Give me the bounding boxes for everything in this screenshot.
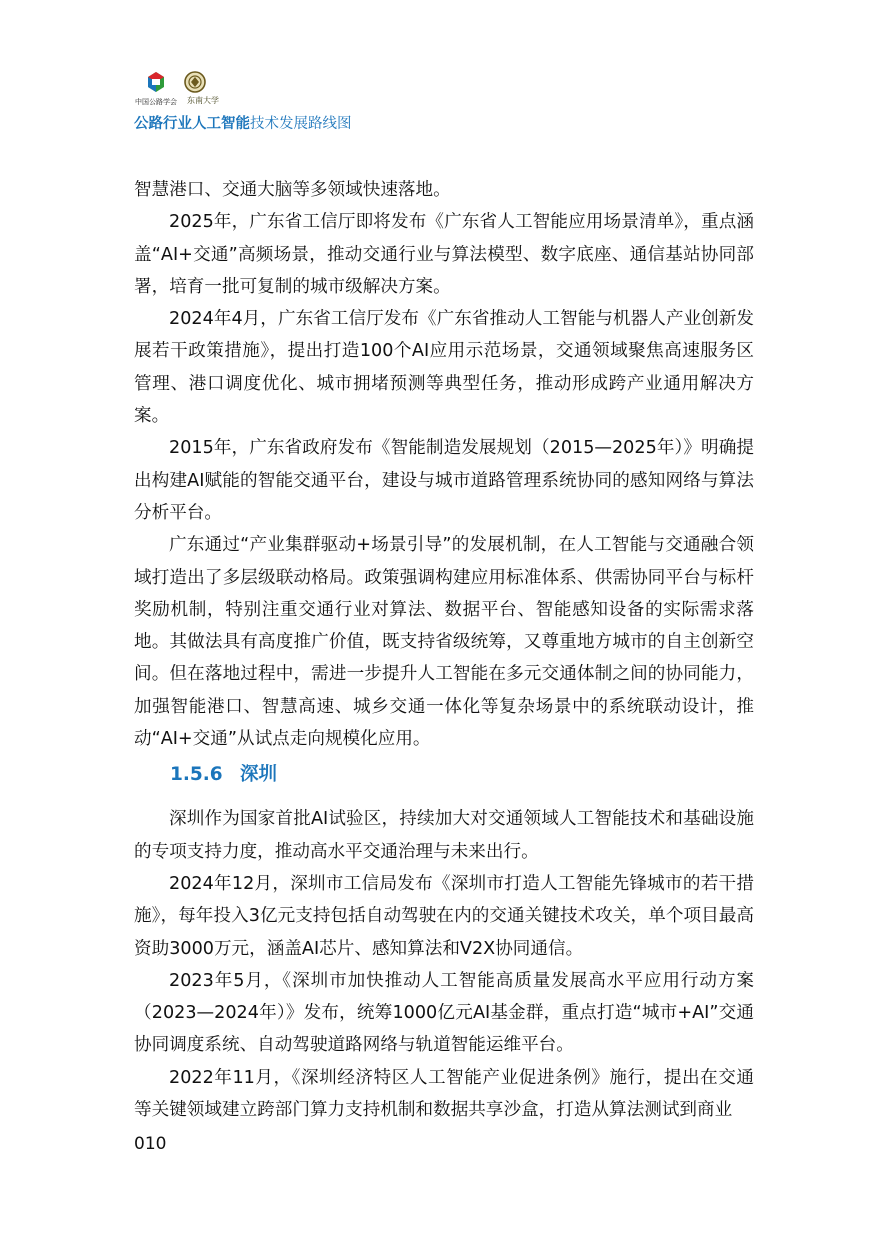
section-number: 1.5.6	[170, 764, 223, 786]
page-number: 010	[134, 1134, 167, 1154]
paragraph: 广东通过“产业集群驱动+场景引导”的发展机制，在人工智能与交通融合领域打造出了多层级联动格局。政策强调构建应用标准体系、供需协同平台与标杆奖励机制，特别注重交通行业对算法、数据平台、智能感知设备的实际需求落地。其做法具有高度推广价值，既支持省级统筹，又尊重地方城市的自主创新空间。但在落地过程中，需进一步提升人工智能在多元交通体制之间的协同能力，加强智能港口、智慧高速、城乡交通一体化等复杂场景中的系统联动设计，推动“AI+交通”从试点走向规模化应用。	[134, 535, 754, 750]
main-content	[134, 174, 754, 1126]
header-title-rest: 技术发展路线图	[250, 116, 352, 132]
paragraph: 2023年5月，《深圳市加快推动人工智能高质量发展高水平应用行动方案（2023—2024年）》发布，统筹1000亿元AI基金群，重点打造“城市+AI”交通协同调度系统、自动驾驶道路网络与轨道智能运维平台。	[134, 970, 754, 1056]
china-highway-society-logo	[134, 70, 178, 106]
svg-text:东南大学: 东南大学	[187, 96, 219, 105]
paragraph: 2024年4月，广东省工信厅发布《广东省推动人工智能与机器人产业创新发展若干政策措施》，提出打造100个AI应用示范场景，交通领域聚焦高速服务区管理、港口调度优化、城市拥堵预测等典型任务，推动形成跨产业通用解决方案。	[134, 309, 754, 427]
paragraph-continuation: 智慧港口、交通大脑等多领域快速落地。	[134, 180, 451, 200]
section-title: 深圳	[240, 764, 278, 786]
svg-text:中国公路学会: 中国公路学会	[135, 98, 177, 106]
paragraph: 2024年12月，深圳市工信局发布《深圳市打造人工智能先锋城市的若干措施》，每年投入3亿元支持包括自动驾驶在内的交通关键技术攻关，单个项目最高资助3000万元，涵盖AI芯片、感知算法和V2X协同通信。	[134, 873, 754, 959]
southeast-university-logo	[184, 70, 222, 106]
section-heading	[134, 756, 754, 794]
header-title-bold: 公路行业人工智能	[134, 116, 250, 132]
paragraph: 2015年，广东省政府发布《智能制造发展规划（2015—2025年）》明确提出构建AI赋能的智能交通平台，建设与城市道路管理系统协同的感知网络与算法分析平台。	[134, 438, 754, 523]
paragraph: 2025年，广东省工信厅即将发布《广东省人工智能应用场景清单》，重点涵盖“AI+交通”高频场景，推动交通行业与算法模型、数字底座、通信基站协同部署，培育一批可复制的城市级解决方案。	[134, 212, 754, 297]
header-title	[134, 112, 352, 133]
paragraph: 深圳作为国家首批AI试验区，持续加大对交通领域人工智能技术和基础设施的专项支持力度，推动高水平交通治理与未来出行。	[134, 809, 754, 862]
paragraph: 2022年11月，《深圳经济特区人工智能产业促进条例》施行，提出在交通等关键领域建立跨部门算力支持机制和数据共享沙盒，打造从算法测试到商业	[134, 1067, 754, 1121]
page-header	[134, 70, 754, 130]
header-logos	[134, 70, 222, 106]
